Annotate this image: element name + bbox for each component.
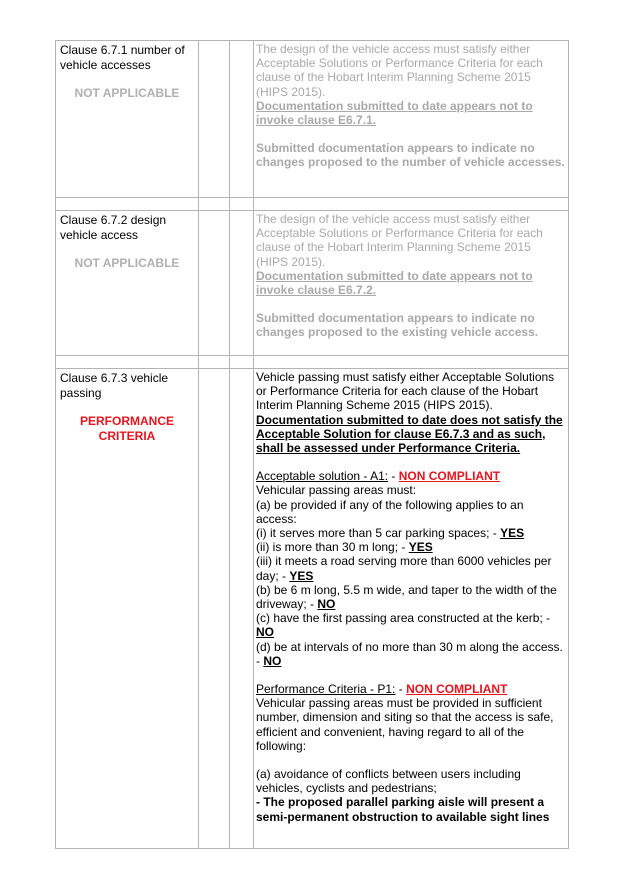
- criterion-iii: (iii) it meets a road serving more than 6000 vehicles per day; - YES: [256, 554, 552, 583]
- as-heading: Acceptable solution - A1:: [256, 469, 389, 484]
- clause-cell: [56, 211, 199, 356]
- assessment-table: [55, 40, 569, 849]
- criterion-a: (a) be provided if any of the following applies to an access:: [256, 497, 524, 526]
- answer: YES: [408, 540, 433, 555]
- doc-note: Documentation submitted to date does not satisfy the Acceptable Solution for clause E6.7.3 and as such, shall be assessed under Performance Criteria.: [256, 412, 563, 456]
- intro-text: The design of the vehicle access must satisfy either Acceptable Solutions or Performance Criteria for each clause of the Hobart Interim Planning Scheme 2015 (HIPS 2015).: [256, 42, 543, 99]
- table-row: [56, 369, 569, 849]
- doc-note: Documentation submitted to date appears not to invoke clause E6.7.1.: [256, 98, 533, 128]
- as-lead: Vehicular passing areas must:: [256, 483, 417, 498]
- status-label: NOT APPLICABLE: [74, 256, 180, 270]
- criterion-b: (b) be 6 m long, 5.5 m wide, and taper to the width of the driveway; - NO: [256, 582, 557, 612]
- spacer-row: [56, 198, 569, 211]
- summary-text: Submitted documentation appears to indicate no changes proposed to the existing vehicle access.: [256, 311, 539, 340]
- answer: YES: [289, 568, 314, 583]
- empty-cell: [199, 211, 230, 356]
- status-label: NOT APPLICABLE: [74, 86, 180, 100]
- criterion-ii: (ii) is more than 30 m long; - YES: [256, 540, 433, 555]
- answer: YES: [500, 526, 525, 541]
- intro-text: The design of the vehicle access must satisfy either Acceptable Solutions or Performance Criteria for each clause of the Hobart Interim Planning Scheme 2015 (HIPS 2015).: [256, 212, 543, 269]
- pc-heading: Performance Criteria - P1:: [256, 682, 396, 697]
- pc-lead: Vehicular passing areas must be provided in sufficient number, dimension and siting so that the access is safe, efficient and convenient, having regard to all of the following:: [256, 696, 554, 753]
- clause-title: Clause 6.7.1 number of vehicle accesses: [60, 43, 185, 72]
- criterion-i: (i) it serves more than 5 car parking spaces; - YES: [256, 526, 525, 541]
- intro-text: Vehicle passing must satisfy either Acceptable Solutions or Performance Criteria for each clause of the Hobart Interim Planning Scheme 2015 (HIPS 2015).: [256, 370, 555, 413]
- empty-cell: [199, 369, 230, 849]
- empty-cell: [230, 211, 254, 356]
- status-label: PERFORMANCE CRITERIA: [79, 414, 174, 443]
- table-row: [56, 211, 569, 356]
- as-status: NON COMPLIANT: [398, 469, 501, 484]
- acceptable-solution-line: Acceptable solution - A1: - NON COMPLIANT: [256, 469, 501, 484]
- clause-title: Clause 6.7.2 design vehicle access: [60, 213, 167, 242]
- clause-cell: [56, 41, 199, 198]
- pc-comment: - The proposed parallel parking aisle will present a semi-permanent obstruction to available sight lines: [256, 795, 550, 824]
- criterion-d: (d) be at intervals of no more than 30 m along the access. - NO: [256, 639, 563, 668]
- answer: NO: [256, 625, 274, 640]
- pc-status: NON COMPLIANT: [406, 682, 508, 697]
- table-row: [56, 41, 569, 198]
- answer: NO: [263, 653, 282, 668]
- empty-cell: [230, 41, 254, 198]
- answer: NO: [317, 597, 336, 612]
- performance-criteria-line: Performance Criteria - P1: - NON COMPLIANT: [256, 682, 508, 697]
- criterion-c: (c) have the first passing area constructed at the kerb; - NO: [256, 611, 551, 640]
- clause-title: Clause 6.7.3 vehicle passing: [60, 371, 169, 400]
- clause-cell: [56, 369, 199, 849]
- comment-cell: [254, 211, 569, 356]
- pc-criterion-a: (a) avoidance of conflicts between users including vehicles, cyclists and pedestrians;: [256, 767, 521, 796]
- doc-note: Documentation submitted to date appears not to invoke clause E6.7.2.: [256, 268, 533, 298]
- summary-text: Submitted documentation appears to indicate no changes proposed to the number of vehicle accesses.: [256, 141, 565, 170]
- spacer-row: [56, 356, 569, 369]
- comment-cell: [254, 41, 569, 198]
- empty-cell: [230, 369, 254, 849]
- empty-cell: [199, 41, 230, 198]
- comment-cell: [254, 369, 569, 849]
